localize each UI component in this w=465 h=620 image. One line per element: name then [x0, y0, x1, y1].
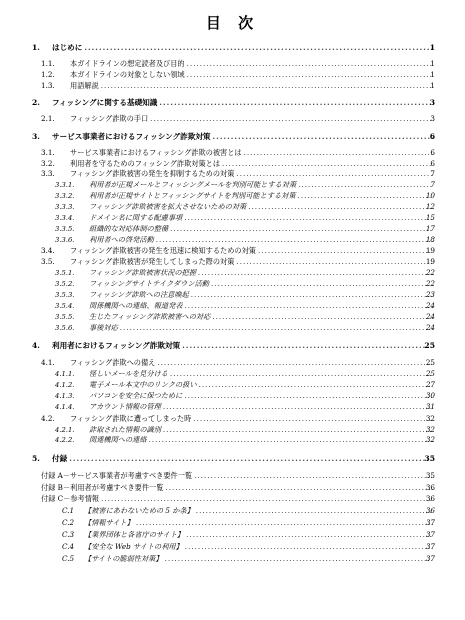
toc-entry-title: 関連機関への連絡: [89, 435, 147, 444]
toc-entry-page: 24: [425, 312, 435, 321]
toc-entry-title: 関係機関への連絡、報道発表: [89, 301, 183, 310]
toc-entry-page: 10: [425, 191, 435, 200]
toc-entry-number: 4.2.: [41, 414, 55, 423]
toc-entry-title: フィッシング詐欺の手口: [70, 114, 149, 123]
toc-entry-number: 4.1.: [41, 358, 55, 367]
toc-entry-page: 24: [425, 301, 435, 310]
toc-entry-title: 付録 C－参考情報: [41, 494, 100, 503]
toc-entry-number: 2.: [32, 98, 40, 107]
toc-entry-title: ドメイン名に関する配慮事項: [89, 213, 183, 222]
toc-entry-title: 怪しいメールを見分ける: [89, 369, 168, 378]
toc-entry[interactable]: [0, 42, 465, 54]
toc-entry-title: フィッシング詐欺被害の発生を抑制するための対策: [70, 169, 235, 178]
toc-entry-title: アカウント情報の管理: [89, 402, 161, 411]
toc-entry-title: フィッシング詐欺被害を拡大させないための対策: [89, 202, 247, 211]
toc-entry-number: C.5: [62, 554, 75, 563]
toc-entry-title: 付録: [52, 454, 68, 463]
toc-entry-title: 生じたフィッシング詐欺被害への対応: [89, 312, 211, 321]
toc-entry-page: 12: [425, 202, 435, 211]
toc-entry-number: 3.5.2.: [55, 280, 75, 288]
toc-entry-number: 1.: [32, 43, 40, 52]
toc-entry-title: 利用者におけるフィッシング詐欺対策: [52, 341, 181, 350]
toc-entry[interactable]: [0, 493, 465, 505]
toc-entry-page: 6: [430, 148, 435, 157]
toc-entry-number: 4.1.1.: [55, 370, 75, 378]
toc-entry-page: 24: [425, 323, 435, 332]
toc-entry-number: 3.3.1.: [55, 181, 75, 189]
toc-entry-number: C.4: [62, 542, 75, 551]
toc-entry-page: 7: [430, 180, 435, 189]
toc-entry-page: 19: [425, 257, 435, 266]
toc-entry-title: 詐取された情報の識別: [89, 425, 161, 434]
toc-entry-number: 1.1.: [41, 59, 55, 68]
toc-entry-page: 37: [425, 530, 435, 539]
toc-entry[interactable]: [0, 505, 465, 517]
toc-entry-number: 3.3.: [41, 169, 55, 178]
toc-entry[interactable]: [0, 97, 465, 109]
toc-entry[interactable]: [0, 434, 465, 446]
toc-entry-title: 組織的な対応体制の整備: [89, 224, 169, 233]
toc-entry-number: 4.2.1.: [55, 426, 75, 434]
toc-entry-title: フィッシング詐欺被害が発生してしまった際の対策: [70, 257, 235, 266]
toc-entry-number: C.3: [62, 530, 75, 539]
toc-entry-page: 6: [429, 132, 435, 141]
toc-entry-number: 4.1.3.: [55, 392, 75, 400]
toc-entry-number: 3.5.3.: [55, 291, 75, 299]
toc-entry-page: 36: [425, 494, 435, 503]
toc-entry-title: 利用者への啓発活動: [89, 235, 154, 244]
toc-entry-title: 【情報サイト】: [84, 518, 134, 527]
toc-entry-page: 35: [424, 454, 435, 463]
toc-entry-page: 25: [424, 341, 435, 350]
toc-entry-number: C.2: [62, 518, 75, 527]
toc-entry[interactable]: [0, 553, 465, 565]
toc-entry-page: 32: [425, 414, 435, 423]
toc-entry-title: 本ガイドラインの対象としない領域: [70, 70, 185, 79]
toc-entry-title: 付録 B－利用者が考慮すべき要件一覧: [41, 483, 164, 492]
toc-entry-page: 15: [425, 213, 435, 222]
toc-entry-title: フィッシング詐欺への注意喚起: [89, 290, 189, 299]
toc-entry-page: 25: [425, 358, 435, 367]
toc-entry[interactable]: [0, 541, 465, 553]
toc-entry-title: パソコンを安全に保つために: [89, 391, 183, 400]
toc-entry-page: 22: [425, 279, 435, 288]
toc-entry-page: 25: [425, 369, 435, 378]
toc-entry-page: 1: [429, 43, 435, 52]
toc-entry-title: 用語解説: [70, 81, 99, 90]
toc-entry-page: 3: [429, 98, 435, 107]
toc-entry-title: サービス事業者におけるフィッシング詐欺の被害とは: [70, 148, 242, 157]
toc-entry[interactable]: [0, 529, 465, 541]
toc-entry-title: フィッシング詐欺への備え: [70, 358, 156, 367]
toc-entry-title: フィッシング詐欺に遭ってしまった時: [70, 414, 192, 423]
toc-entry-title: フィッシング詐欺被害の発生を迅速に検知するための対策: [70, 246, 256, 255]
toc-entry-number: 3.4.: [41, 246, 55, 255]
toc-entry-title: 利用者が正規メールとフィッシングメールを判別可能とする対策: [89, 180, 297, 189]
toc-entry[interactable]: [0, 131, 465, 143]
toc-entry-page: 6: [430, 159, 435, 168]
toc-entry-page: 31: [425, 402, 435, 411]
toc-entry[interactable]: [0, 340, 465, 352]
toc-entry-number: 3.5.1.: [55, 269, 75, 277]
toc-entry-title: 【サイトの脆弱性対策】: [84, 554, 163, 563]
toc-entry-number: 1.3.: [41, 81, 55, 90]
toc-entry[interactable]: [0, 453, 465, 465]
toc-entry-number: 4.: [32, 341, 40, 350]
toc-entry-title: 利用者を守るためのフィッシング詐欺対策とは: [70, 159, 221, 168]
toc-entry-title: 事後対応: [89, 323, 118, 332]
toc-entry-number: 4.1.2.: [55, 381, 75, 389]
toc-entry-number: 4.1.4.: [55, 403, 75, 411]
toc-entry-page: 37: [425, 518, 435, 527]
toc-entry-page: 1: [430, 70, 435, 79]
toc-entry-number: C.1: [62, 506, 75, 515]
toc-entry-number: 3.1.: [41, 148, 55, 157]
toc-entry[interactable]: [0, 80, 465, 92]
toc-entry[interactable]: [0, 322, 465, 334]
toc-entry-title: 付録 A－サービス事業者が考慮すべき要件一覧: [41, 471, 193, 480]
toc-entry-title: 【業界団体と各省庁のサイト】: [84, 530, 185, 539]
toc-entry-number: 3.3.5.: [55, 225, 75, 233]
toc-entry-page: 36: [425, 506, 435, 515]
toc-entry-title: 【安全な Web サイトの利用】: [84, 542, 183, 551]
toc-entry-title: フィッシングに関する基礎知識: [52, 98, 158, 107]
toc-entry-number: 3.5.: [41, 257, 55, 266]
toc-entry-page: 18: [425, 235, 435, 244]
toc-entry-number: 3.3.4.: [55, 214, 75, 222]
toc-entry-number: 5.: [32, 454, 40, 463]
toc-entry-title: 電子メール本文中のリンクの扱い: [89, 380, 197, 389]
toc-entry-title: 【被害にあわないための 5 か条】: [84, 506, 194, 515]
toc-entry-page: 37: [425, 554, 435, 563]
toc-entry-page: 23: [425, 290, 435, 299]
toc-entry-number: 3.: [32, 132, 40, 141]
toc-entry-page: 1: [430, 59, 435, 68]
toc-entry-page: 27: [425, 380, 435, 389]
toc-entry-title: フィッシングサイトテイクダウン活動: [89, 279, 209, 288]
toc-entry-page: 32: [425, 425, 435, 434]
toc-entry-page: 7: [430, 169, 435, 178]
toc-entry-number: 3.2.: [41, 159, 55, 168]
toc-entry-page: 32: [425, 435, 435, 444]
toc-entry-page: 1: [430, 81, 435, 90]
toc-entry-number: 3.5.4.: [55, 302, 75, 310]
toc-entry-number: 3.3.6.: [55, 236, 75, 244]
toc-entry-number: 4.2.2.: [55, 436, 75, 444]
toc-entry-page: 35: [425, 471, 435, 480]
toc-entry-number: 3.5.6.: [55, 324, 75, 332]
toc-entry-title: 利用者が正規サイトとフィッシングサイトを判別可能とする対策: [89, 191, 296, 200]
toc-entry-number: 2.1.: [41, 114, 55, 123]
toc-entry[interactable]: [0, 470, 465, 482]
toc-entry-page: 3: [430, 114, 435, 123]
toc-entry-title: フィッシング詐欺被害状況の把握: [89, 268, 196, 277]
toc-entry-page: 19: [425, 246, 435, 255]
toc-entry-page: 37: [425, 542, 435, 551]
toc-entry-number: 1.2.: [41, 70, 55, 79]
toc-entry-page: 22: [425, 268, 435, 277]
toc-entry-number: 3.5.5.: [55, 313, 75, 321]
toc-entry-title: サービス事業者におけるフィッシング詐欺対策: [52, 132, 211, 141]
toc-entry-number: 3.3.3.: [55, 203, 75, 211]
toc-entry-title: 本ガイドラインの想定読者及び目的: [70, 59, 185, 68]
toc-entry[interactable]: [0, 113, 465, 125]
toc-entry-page: 17: [425, 224, 435, 233]
page-title: 目 次: [205, 14, 260, 32]
toc-entry-page: 36: [425, 483, 435, 492]
toc-entry-number: 3.3.2.: [55, 192, 75, 200]
toc-entry-title: はじめに: [52, 43, 83, 52]
toc-entry[interactable]: [0, 517, 465, 529]
toc-entry-page: 30: [425, 391, 435, 400]
toc-entry[interactable]: [0, 401, 465, 413]
